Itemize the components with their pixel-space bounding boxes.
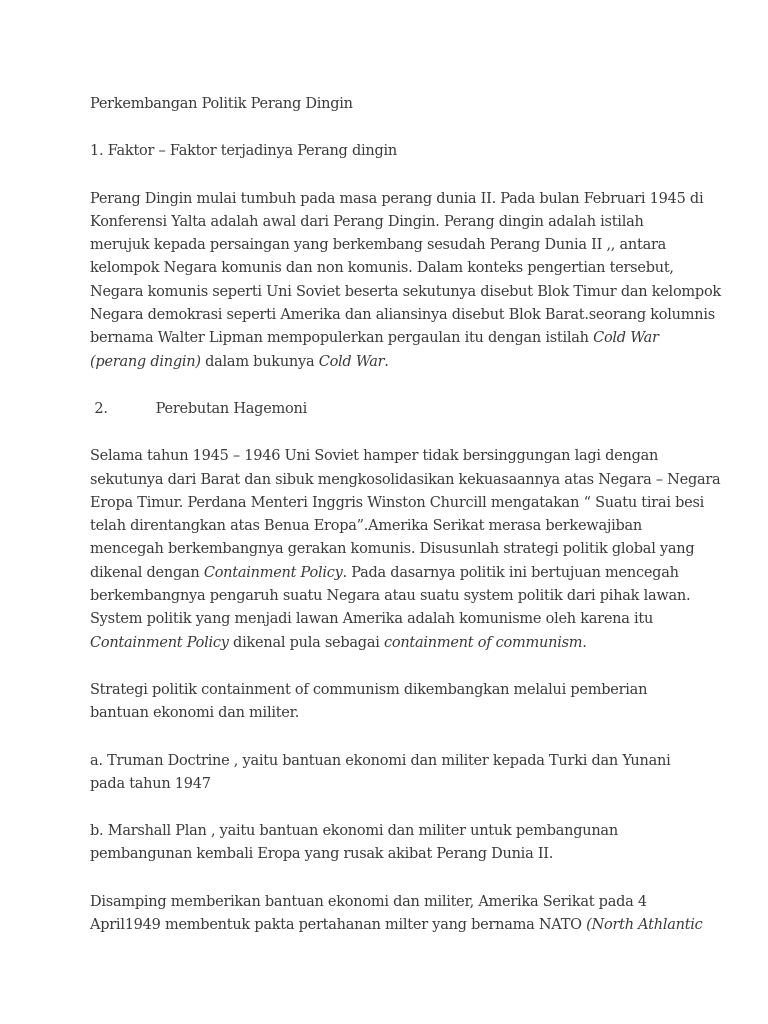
paragraph-2-line: mencegah berkembangnya gerakan komunis. Disusunlah strategi politik global yang — [90, 541, 695, 558]
paragraph-1-line: Konferensi Yalta adalah awal dari Perang Dingin. Perang dingin adalah istilah — [90, 213, 644, 230]
italic-term: containment of communism — [383, 634, 583, 651]
paragraph-1-line — [90, 327, 690, 350]
italic-term: Containment Policy — [203, 564, 343, 581]
text-run: dikenal pula sebagai — [228, 634, 384, 651]
italic-term: (perang dingin) — [90, 353, 201, 370]
italic-term: Cold War — [318, 353, 385, 370]
text-run: April1949 membentuk pakta pertahanan milter yang bernama NATO — [90, 917, 587, 934]
document-title — [90, 93, 690, 116]
italic-term: (North Athlantic — [586, 917, 703, 934]
section-2-heading-text: 2. Perebutan Hagemoni — [90, 400, 307, 417]
paragraph-2-line: System politik yang menjadi lawan Amerika adalah komunisme oleh karena itu — [90, 611, 654, 628]
text-run: bernama Walter Lipman mempopulerkan pergaulan itu dengan istilah — [90, 330, 594, 347]
list-item-a-line: pada tahun 1947 — [90, 775, 211, 792]
text-run: . — [384, 353, 389, 370]
paragraph-1-line: kelompok Negara komunis dan non komunis. Dalam konteks pengertian tersebut, — [90, 260, 674, 277]
list-item-a — [90, 750, 690, 797]
section-1-heading — [90, 140, 690, 163]
text-run: . — [582, 634, 587, 651]
paragraph-2-line: Selama tahun 1945 – 1946 Uni Soviet hamper tidak bersinggungan lagi dengan — [90, 448, 659, 465]
list-item-b — [90, 820, 690, 867]
text-run: . Pada dasarnya politik ini bertujuan mencegah — [342, 564, 679, 581]
italic-term: Containment Policy — [90, 634, 229, 651]
paragraph-3 — [90, 679, 690, 726]
paragraph-2-line: berkembangnya pengaruh suatu Negara atau suatu system politik dari pihak lawan. — [90, 588, 691, 605]
paragraph-3-line: Strategi politik containment of communism dikembangkan melalui pemberian — [90, 681, 648, 698]
paragraph-1-line: Perang Dingin mulai tumbuh pada masa perang dunia II. Pada bulan Februari 1945 di — [90, 190, 704, 207]
paragraph-1-line: Negara demokrasi seperti Amerika dan aliansinya disebut Blok Barat.seorang kolumnis — [90, 307, 715, 324]
list-item-b-line: pembangunan kembali Eropa yang rusak akibat Perang Dunia II. — [90, 846, 554, 863]
paragraph-1-line — [90, 351, 690, 374]
section-1-heading-text: 1. Faktor – Faktor terjadinya Perang dingin — [90, 143, 397, 160]
list-item-a-line: a. Truman Doctrine , yaitu bantuan ekonomi dan militer kepada Turki dan Yunani — [90, 752, 671, 769]
list-item-b-line: b. Marshall Plan , yaitu bantuan ekonomi dan militer untuk pembangunan — [90, 823, 618, 840]
paragraph-1 — [90, 188, 721, 374]
paragraph-2-line — [90, 632, 690, 655]
paragraph-4 — [90, 891, 703, 938]
paragraph-2-line — [90, 562, 690, 585]
paragraph-2-line: Eropa Timur. Perdana Menteri Inggris Winston Churcill mengatakan “ Suatu tirai besi — [90, 494, 705, 511]
paragraph-1-line: Negara komunis seperti Uni Soviet beserta sekutunya disebut Blok Timur dan kelompok — [90, 283, 721, 300]
text-run: dalam bukunya — [200, 353, 319, 370]
title-text: Perkembangan Politik Perang Dingin — [90, 96, 353, 112]
document-page — [90, 93, 721, 961]
text-run: dikenal dengan — [90, 564, 204, 581]
paragraph-4-line: Disamping memberikan bantuan ekonomi dan militer, Amerika Serikat pada 4 — [90, 893, 647, 910]
paragraph-2 — [90, 445, 721, 655]
paragraph-1-line: merujuk kepada persaingan yang berkembang sesudah Perang Dunia II ,, antara — [90, 237, 667, 254]
paragraph-2-line: sekutunya dari Barat dan sibuk mengkosolidasikan kekuasaannya atas Negara – Negara — [90, 471, 721, 488]
italic-term: Cold War — [593, 330, 659, 347]
paragraph-2-line: telah direntangkan atas Benua Eropa”.Amerika Serikat merasa berkewajiban — [90, 518, 642, 535]
section-2-heading — [90, 398, 690, 421]
paragraph-4-line — [90, 914, 703, 937]
paragraph-3-line: bantuan ekonomi dan militer. — [90, 705, 300, 722]
